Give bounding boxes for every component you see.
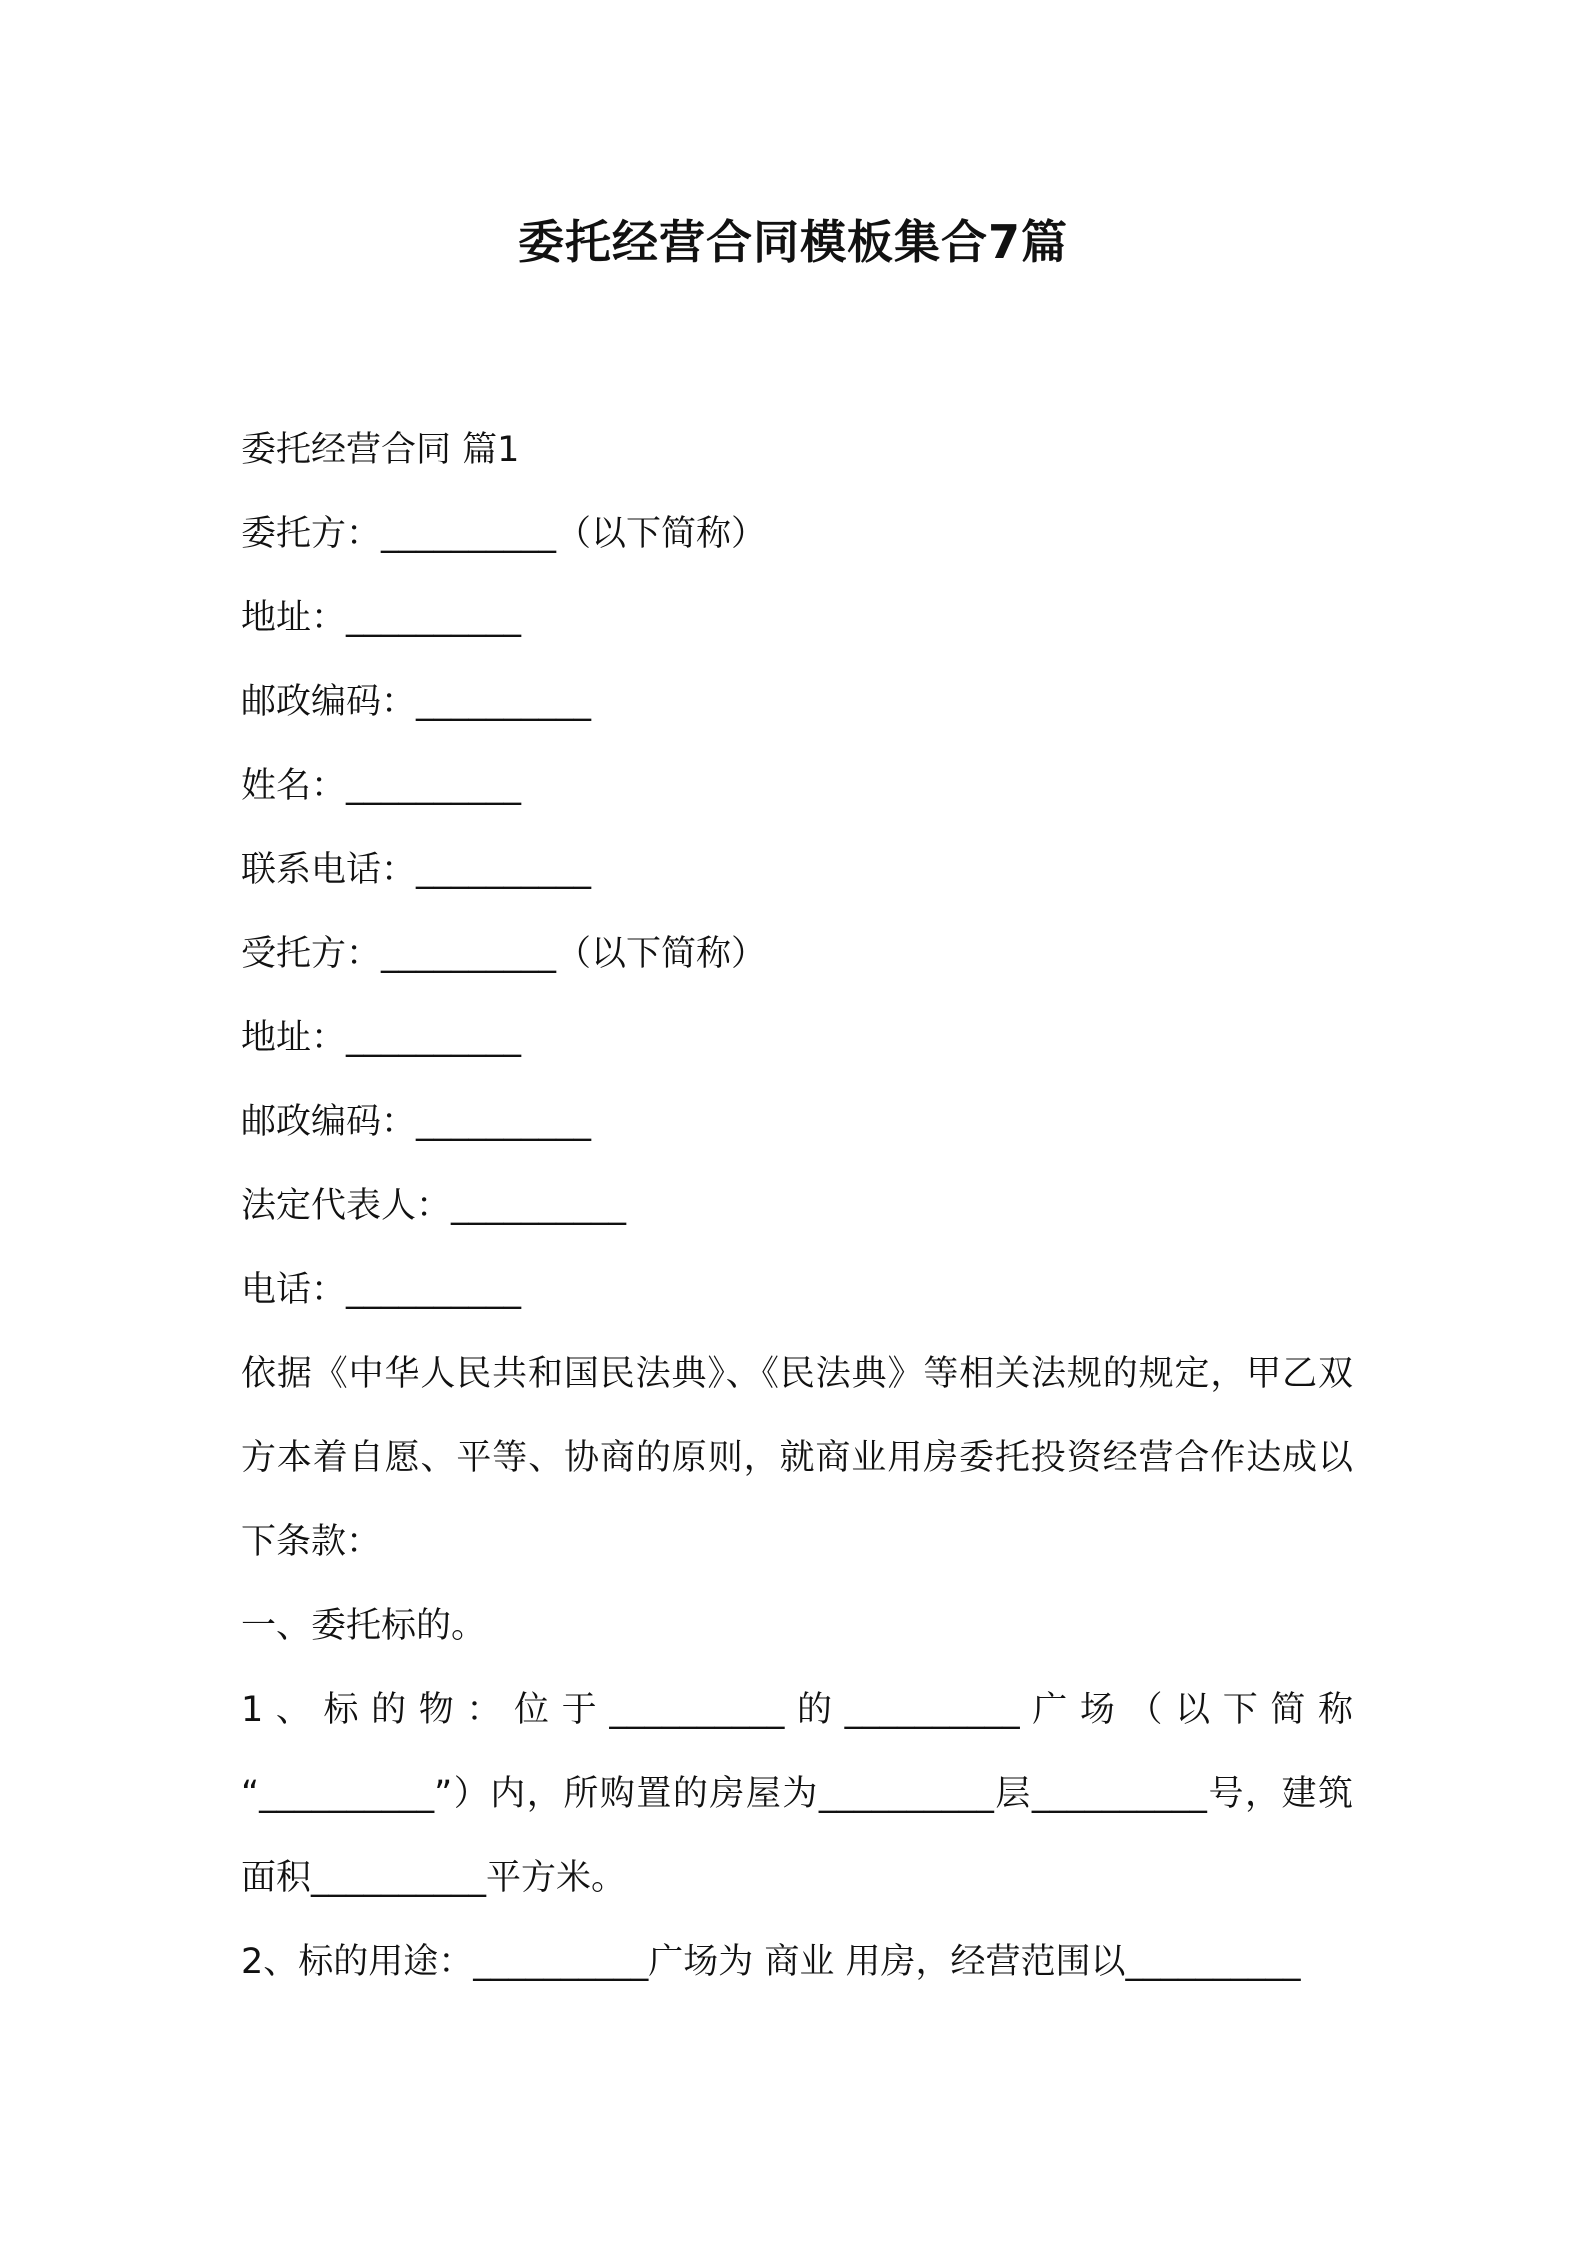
document-title: 委托经营合同模板集合7篇 [517, 215, 1068, 269]
field-principal-address: 地址：__________ [241, 598, 522, 638]
document-body [241, 408, 1353, 2004]
clause-1-first-line: 1、标的物：位于__________的__________广场（以下简称 [241, 1690, 1353, 1730]
intro-paragraph: 依据《中华人民共和国民法典》、《民法典》等相关法规的规定，甲乙双方本着自愿、平等、协商的原则，就商业用房委托投资经营合作达成以下条款： [241, 1354, 1353, 1562]
field-trustee-postcode: 邮政编码：__________ [241, 1102, 592, 1142]
clause-2-line: 2、标的用途：__________广场为 商业 用房，经营范围以__________ [241, 1942, 1301, 1982]
section-heading: 委托经营合同 篇1 [241, 430, 520, 470]
field-trustee-address: 地址：__________ [241, 1018, 522, 1058]
clause-1-continuation: “__________”）内，所购置的房屋为__________层__________号，建筑面积__________平方米。 [241, 1774, 1353, 1898]
field-legal-representative: 法定代表人：__________ [241, 1186, 627, 1226]
field-principal: 委托方：__________（以下简称） [241, 514, 767, 554]
field-principal-name: 姓名：__________ [241, 766, 522, 806]
field-trustee-phone: 电话：__________ [241, 1270, 522, 1310]
field-principal-postcode: 邮政编码：__________ [241, 682, 592, 722]
clause-heading: 一、委托标的。 [241, 1606, 487, 1646]
field-principal-phone: 联系电话：__________ [241, 850, 592, 890]
field-trustee: 受托方：__________（以下简称） [241, 934, 767, 974]
